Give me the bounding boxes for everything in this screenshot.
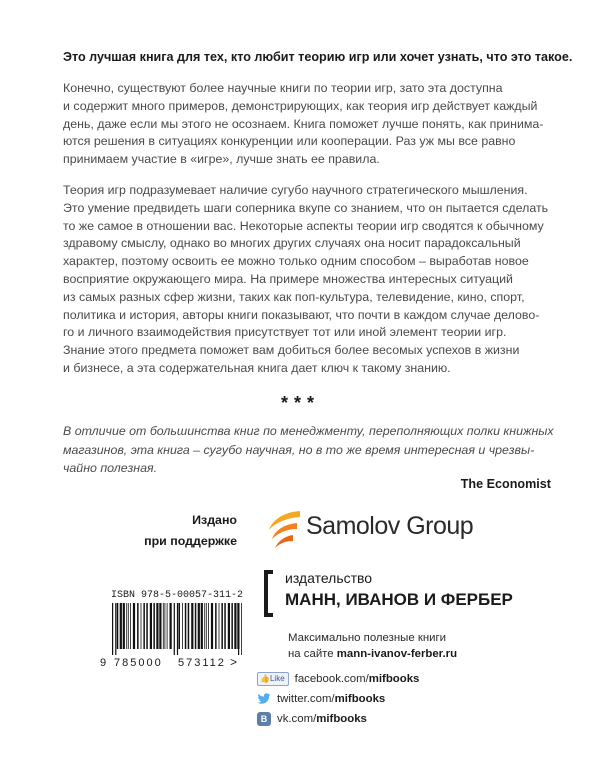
paragraph-line: и бизнесе, а эта содержательная книга дает ключ к такому знанию.: [63, 360, 451, 375]
barcode-bar: [191, 603, 193, 649]
barcode-bar: [130, 603, 131, 649]
barcode-bar: [133, 603, 135, 649]
paragraph-line: здравому смыслу, однако во многих других случаях она носит парадоксальный: [63, 236, 521, 251]
barcode-bar: [112, 603, 113, 655]
barcode-bar: [198, 603, 200, 649]
samolov-logo-icon: [266, 508, 304, 550]
review-quote: [63, 422, 563, 478]
quote-line: В отличие от большинства книг по менеджменту, переполняющих полки книжных: [63, 424, 554, 438]
paragraph-1: [63, 80, 563, 169]
publisher-label: издательство: [285, 570, 373, 586]
quote-line: чайно полезная.: [63, 461, 158, 475]
barcode-arrow: >: [230, 655, 238, 669]
twitter-bird-icon: [257, 693, 271, 705]
barcode-bar: [221, 603, 223, 649]
barcode-digits: [100, 657, 226, 669]
barcode-bar: [174, 603, 175, 655]
social-prefix: facebook.com/: [294, 673, 369, 686]
support-line: Издано: [192, 513, 237, 527]
paragraph-line: из самых разных сфер жизни, таких как поп-культура, телевидение, кино, спорт,: [63, 289, 525, 304]
barcode-digit-first: 9: [100, 657, 107, 669]
publisher-bracket: [264, 570, 273, 617]
barcode-bar: [185, 603, 187, 649]
social-handle: mifbooks: [334, 693, 386, 706]
barcode-bar: [228, 603, 230, 649]
paragraph-line: Теория игр подразумевает наличие сугубо научного стратегического мышления.: [63, 183, 528, 197]
social-prefix: twitter.com/: [277, 693, 335, 706]
barcode-bar: [201, 603, 203, 649]
barcode-bar: [128, 603, 129, 649]
paragraph-line: то же самое в отношении вас. Некоторые аспекты теории игр сводятся к обычному: [63, 218, 544, 233]
site-prefix: на сайте: [288, 647, 337, 660]
barcode-bar: [170, 603, 172, 649]
barcode-bar: [163, 603, 164, 649]
publisher-description: [288, 631, 457, 662]
paragraph-line: принимаем участие в «игре», лучше знать ее правила.: [63, 152, 380, 167]
paragraph-line: характер, поэтому освоить ее можно только одним способом – выработав новое: [63, 254, 529, 269]
lead-sentence: Это лучшая книга для тех, кто любит теорию игр или хочет узнать, что это такое.: [63, 50, 573, 64]
barcode-bar: [156, 603, 158, 649]
barcode-bar: [120, 603, 122, 649]
paragraph-line: ются решения в ситуациях конкуренции или кооперации. Раз уж мы все равно: [63, 134, 516, 149]
barcode-bar: [211, 603, 213, 649]
paragraph-2: [63, 182, 563, 378]
barcode-bar: [188, 603, 190, 649]
barcode-bar: [117, 603, 119, 649]
barcode-bar: [215, 603, 217, 649]
barcode-bar: [115, 603, 116, 655]
quote-source: The Economist: [460, 477, 551, 491]
barcode-bar: [159, 603, 161, 649]
facebook-link[interactable]: [257, 672, 419, 686]
barcode-bar: [143, 603, 145, 649]
barcode-bar: [153, 603, 155, 649]
publisher-tagline: Максимально полезные книги: [288, 632, 446, 644]
barcode-bar: [123, 603, 125, 649]
barcode-bar: [234, 603, 236, 649]
barcode-bar: [150, 603, 152, 649]
barcode: [112, 603, 242, 655]
paragraph-line: восприятие окружающего мира. На примере множества интересных ситуаций: [63, 271, 513, 286]
barcode-bar: [241, 603, 242, 655]
barcode-digits-right: 573112: [178, 657, 226, 669]
barcode-bar: [231, 603, 233, 649]
barcode-bar: [224, 603, 226, 649]
paragraph-line: и содержит много примеров, демонстрирующих, как теория игр действует каждый: [63, 98, 538, 113]
paragraph-line: Это умение предвидеть шаги соперника вкупе со знанием, что он пытается сделать: [63, 200, 549, 215]
social-handle: mifbooks: [316, 713, 367, 726]
vk-link[interactable]: [257, 712, 367, 726]
support-caption: [144, 510, 237, 552]
barcode-bar: [204, 603, 205, 649]
vk-icon: B: [257, 712, 271, 726]
barcode-digits-left: 785000: [114, 657, 163, 669]
barcode-bar: [238, 603, 239, 655]
barcode-bar: [206, 603, 207, 649]
social-handle: mifbooks: [368, 673, 420, 686]
barcode-bar: [137, 603, 139, 649]
section-separator: ***: [280, 393, 320, 413]
barcode-bar: [179, 603, 181, 649]
paragraph-line: Конечно, существуют более научные книги по теории игр, зато эта доступна: [63, 81, 503, 95]
barcode-bar: [195, 603, 197, 649]
quote-line: магазинов, эта книга – сугубо научная, но в то же время интересная и чрезвы-: [63, 442, 535, 457]
barcode-bar: [165, 603, 166, 649]
support-line: при поддержке: [144, 534, 237, 548]
barcode-bar: [126, 603, 127, 649]
publisher-site-line: [288, 647, 457, 663]
social-prefix: vk.com/: [277, 713, 317, 726]
barcode-bar: [177, 603, 178, 655]
facebook-like-icon: 👍Like: [257, 672, 289, 686]
publisher-name: МАНН, ИВАНОВ И ФЕРБЕР: [285, 590, 513, 609]
barcode-bar: [208, 603, 209, 649]
barcode-bar: [146, 603, 148, 649]
barcode-bar: [219, 603, 220, 649]
paragraph-line: политика и история, авторы книги показывают, что почти в каждом случае делово-: [63, 307, 540, 322]
twitter-link[interactable]: [257, 693, 385, 705]
samolov-logo-text: Samolov Group: [306, 512, 474, 540]
barcode-bar: [167, 603, 168, 649]
paragraph-line: го и личного взаимодействия присутствует тот или иной элемент теории игр.: [63, 325, 507, 340]
barcode-bar: [182, 603, 183, 649]
paragraph-line: день, даже если мы этого не осознаем. Книга поможет лучше понять, как принима-: [63, 116, 544, 131]
publisher-site-link[interactable]: mann-ivanov-ferber.ru: [336, 647, 458, 660]
paragraph-line: Знание этого предмета поможет вам добиться более весомых успехов в жизни: [63, 343, 520, 358]
isbn-number: ISBN 978-5-00057-311-2: [111, 590, 244, 601]
barcode-bar: [141, 603, 142, 649]
